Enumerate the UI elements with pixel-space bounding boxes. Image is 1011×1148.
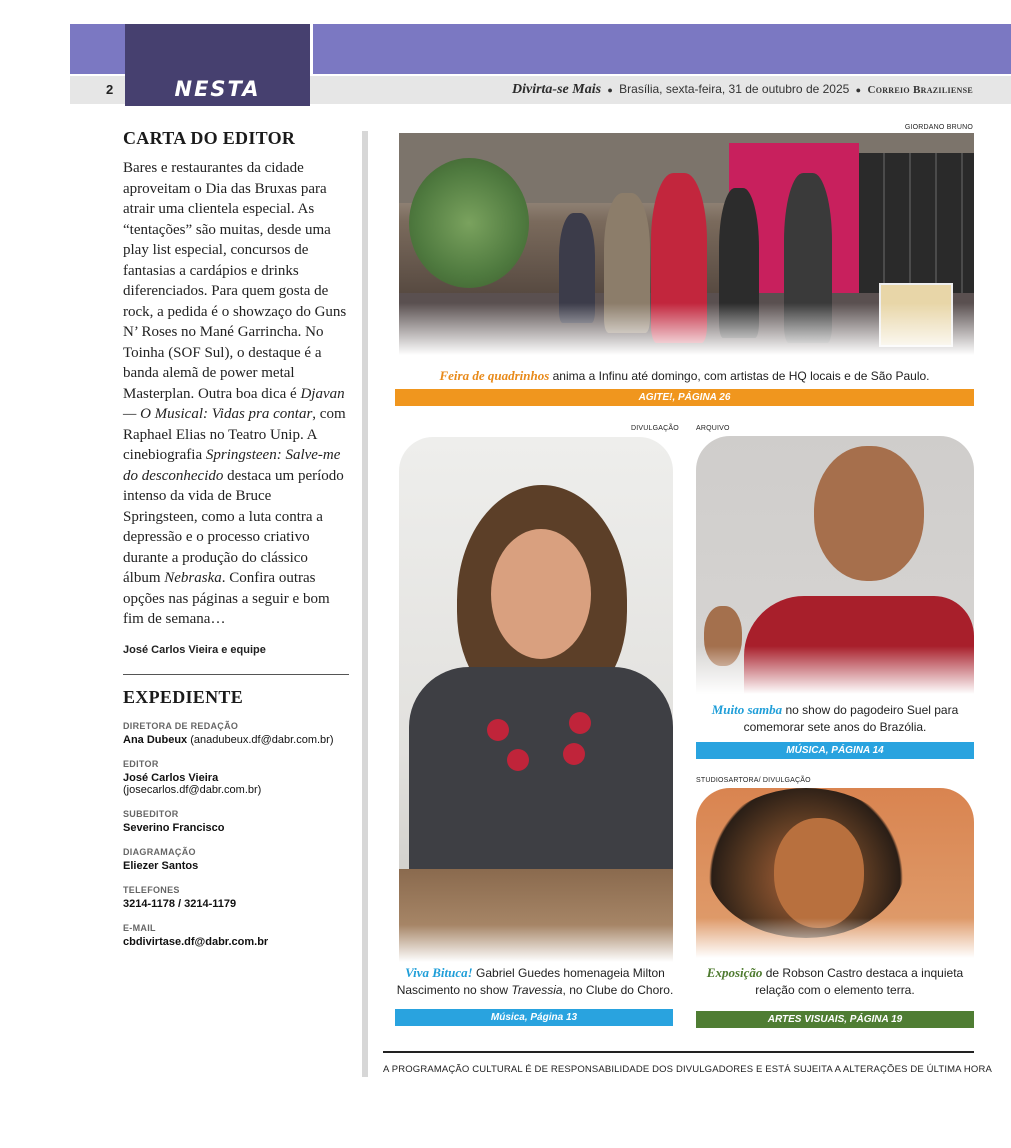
expediente-label: DIRETORA DE REDAÇÃO (123, 720, 239, 731)
photo-credit: STUDIOSARTORA/ DIVULGAÇÃO (696, 777, 811, 784)
suel-photo (696, 436, 974, 694)
caption-text: anima a Infinu até domingo, com artistas de HQ locais e de São Paulo. (549, 369, 930, 383)
editor-text: destaca um período intenso da vida de Bruce Springsteen, como a luta contra a depressão e o processo criativo durante a produção do clássico álbum (123, 467, 344, 586)
caption-text-italic: Travessia (511, 983, 563, 997)
bullet-icon: ● (855, 85, 862, 95)
photo-credit: ARQUIVO (696, 425, 730, 432)
caption-keyword: Viva Bituca! (405, 965, 473, 980)
expediente-list (123, 721, 349, 948)
supplement-name: Divirta-se Mais (511, 82, 602, 97)
divider (123, 674, 349, 675)
editor-text: . Confira outras opções nas páginas a seguir e bom fim de semana… (123, 570, 330, 627)
editor-letter-body (123, 158, 349, 630)
section-link-bar: ARTES VISUAIS, PÁGINA 19 (696, 1011, 974, 1028)
bullet-icon: ● (607, 85, 613, 95)
expediente-heading: EXPEDIENTE (123, 686, 244, 707)
staff-name: Eliezer Santos (123, 859, 199, 872)
expediente-label: TELEFONES (123, 884, 180, 895)
section-link-bar: MÚSICA, PÁGINA 14 (696, 742, 974, 759)
expediente-value (123, 772, 349, 796)
comic-fair-photo (399, 133, 974, 355)
footer-note: A PROGRAMAÇÃO CULTURAL É DE RESPONSABILIDADE DOS DIVULGADORES E ESTÁ SUJEITA A ALTERAÇÕES DE ÚLTIMA HORA (383, 1064, 992, 1075)
staff-name: Severino Francisco (123, 821, 225, 834)
editor-letter-heading: CARTA DO EDITOR (123, 128, 296, 148)
dateline (512, 82, 973, 98)
robson-castro-photo (696, 788, 974, 958)
publication-name: Correio Braziliense (867, 84, 973, 96)
caption-text: Gabriel Guedes homenageia Milton Nascimento no show (396, 966, 665, 997)
caption-text: de Robson Castro destaca a inquieta relação com o elemento terra. (755, 966, 964, 997)
expediente-value (123, 734, 349, 746)
staff-email: (josecarlos.df@dabr.com.br) (123, 783, 262, 796)
expediente-value (123, 860, 349, 872)
expediente-label: DIAGRAMAÇÃO (123, 846, 196, 857)
editor-signature: José Carlos Vieira e equipe (123, 643, 266, 656)
photo-caption (700, 965, 970, 999)
photo-credit: DIVULGAÇÃO (631, 425, 679, 432)
expediente-label: E-MAIL (123, 922, 156, 933)
expediente-value (123, 898, 349, 910)
staff-email: (anadubeux.df@dabr.com.br) (187, 733, 334, 746)
caption-keyword: Exposição (706, 965, 763, 980)
section-link-bar: Música, Página 13 (395, 1009, 673, 1026)
staff-name: José Carlos Vieira (123, 771, 219, 784)
footer-rule (383, 1051, 974, 1053)
expediente-label: SUBEDITOR (123, 808, 179, 819)
staff-name: Ana Dubeux (123, 733, 188, 746)
gabriel-guedes-photo (399, 437, 673, 962)
phone-numbers: 3214-1178 / 3214-1179 (123, 897, 237, 910)
left-column (123, 128, 349, 948)
date-text: Brasília, sexta-feira, 31 de outubro de 2025 (619, 82, 850, 96)
page-number: 2 (106, 82, 114, 97)
expediente-value (123, 822, 349, 834)
editor-text: , com Raphael Elias no Teatro Unip. A cinebiografia (123, 406, 346, 463)
email-address: cbdivirtase.df@dabr.com.br (123, 935, 269, 948)
editor-text-italic: Springsteen: Salve-me do desconhecido (123, 447, 341, 484)
column-separator (362, 131, 368, 1077)
editor-text: Bares e restaurantes da cidade aproveitam o Dia das Bruxas para atrair uma clientela especial. As “tentações” são muitas, desde uma play list especial, concursos de fantasias a cardápios e drinks diferenciados. Para quem gosta de rock, a pedida é o showzaço do Guns N’ Roses no Mané Garrincha. No Toinha (SOF Sul), o destaque é a banda alemã de power metal Masterplan. Outra boa dica é (123, 160, 347, 402)
photo-credit: GIORDANO BRUNO (904, 124, 973, 131)
editor-text-italic: Djavan — O Musical: Vidas pra contar (123, 385, 345, 422)
caption-keyword: Muito samba (711, 702, 783, 717)
photo-caption (395, 965, 675, 999)
expediente-value (123, 936, 349, 948)
expediente-label: EDITOR (123, 758, 159, 769)
section-title: NESTA EDIÇÃO (167, 77, 268, 131)
photo-caption (700, 702, 970, 736)
caption-text: , no Clube do Choro. (562, 983, 674, 997)
caption-text: no show do pagodeiro Suel para comemorar sete anos do Brazólia. (743, 703, 959, 734)
photo-caption (395, 368, 974, 385)
header-divider (310, 24, 313, 74)
section-link-bar: AGITE!, PÁGINA 26 (395, 389, 974, 406)
caption-keyword: Feira de quadrinhos (439, 368, 550, 383)
editor-text-italic: Nebraska (164, 570, 222, 586)
